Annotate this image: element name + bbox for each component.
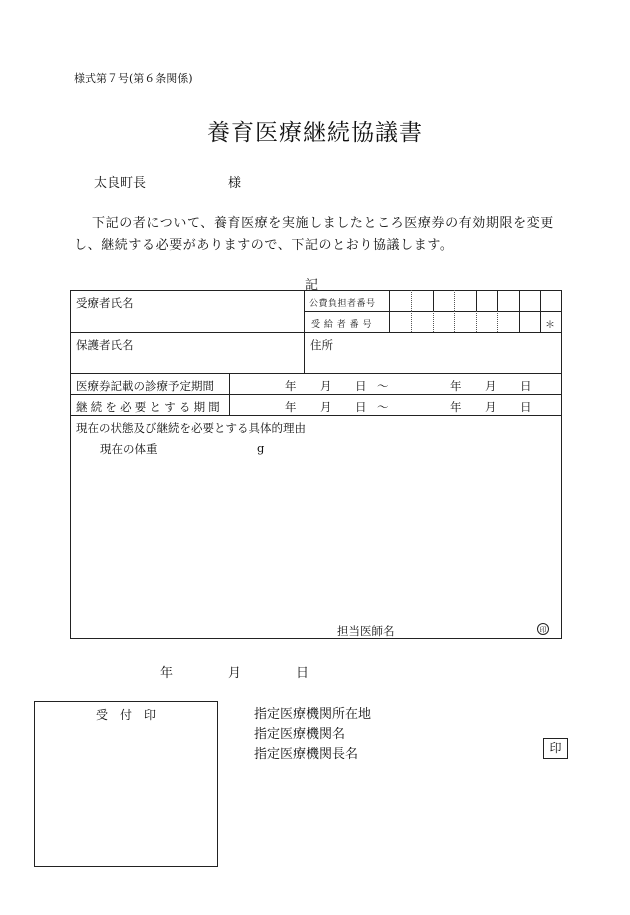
reason-label: 現在の状態及び継続を必要とする具体的理由 — [76, 421, 306, 435]
weight-unit: g — [257, 441, 265, 455]
addressee: 太良町長 — [94, 176, 147, 191]
doctor-seal-mark: 印 — [537, 623, 549, 635]
continue-start-year: 年 — [285, 400, 297, 414]
planned-start-day: 日 — [355, 379, 367, 393]
body-line-1: 下記の者について、養育医療を実施しましたところ医療券の有効期限を変更 — [92, 216, 554, 231]
ki-heading: 記 — [305, 278, 319, 293]
patient-name-label: 受療者氏名 — [76, 296, 134, 310]
form-number: 様式第７号(第６条関係) — [74, 72, 193, 85]
current-weight-label: 現在の体重 — [100, 442, 158, 456]
document-title: 養育医療継続協議書 — [207, 120, 423, 146]
institution-name-label: 指定医療機関名 — [254, 727, 346, 742]
planned-end-month: 月 — [485, 379, 497, 393]
planned-end-year: 年 — [450, 379, 462, 393]
recipient-number-label: 受 給 者 番 号 — [311, 320, 372, 330]
body-line-2: し、継続する必要がありますので、下記のとおり協議します。 — [74, 238, 454, 253]
continue-start-month: 月 — [320, 400, 332, 414]
date-day: 日 — [296, 666, 310, 681]
date-month: 月 — [228, 666, 242, 681]
continue-end-year: 年 — [450, 400, 462, 414]
planned-end-day: 日 — [520, 379, 532, 393]
continue-range-tilde: 〜 — [377, 400, 389, 414]
date-year: 年 — [160, 666, 174, 681]
planned-start-month: 月 — [320, 379, 332, 393]
reception-stamp-label: 受 付 印 — [95, 708, 156, 722]
reception-stamp-box — [34, 701, 218, 867]
institution-location-label: 指定医療機関所在地 — [254, 707, 372, 722]
institution-seal-box: 印 — [543, 738, 568, 759]
address-label: 住所 — [310, 338, 333, 352]
asterisk-mark: ＊ — [545, 320, 555, 331]
continue-start-day: 日 — [355, 400, 367, 414]
planned-range-tilde: 〜 — [377, 379, 389, 393]
honorific: 様 — [228, 176, 242, 191]
doctor-name-label: 担当医師名 — [337, 624, 395, 638]
public-payer-number-label: 公費負担者番号 — [309, 299, 376, 309]
continue-end-day: 日 — [520, 400, 532, 414]
continue-end-month: 月 — [485, 400, 497, 414]
planned-period-label: 医療券記載の診療予定期間 — [76, 379, 214, 393]
continue-period-label: 継続を必要とする期間 — [76, 400, 223, 414]
planned-start-year: 年 — [285, 379, 297, 393]
guardian-name-label: 保護者氏名 — [76, 338, 134, 352]
institution-director-label: 指定医療機関長名 — [254, 747, 359, 762]
